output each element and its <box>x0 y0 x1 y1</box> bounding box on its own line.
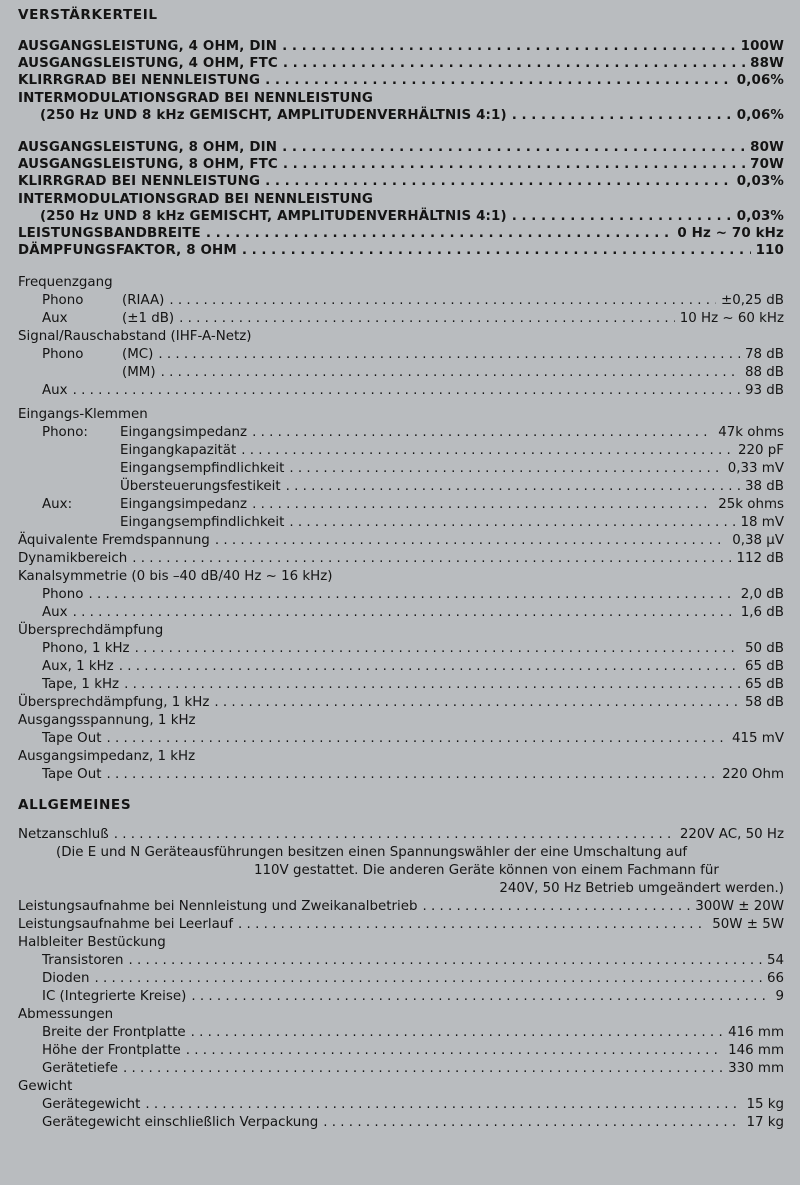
spec-heading: Eingangs-Klemmen <box>18 407 148 423</box>
section-heading-amplifier: VERSTÄRKERTEIL <box>18 7 158 23</box>
spec-heading: Übersprechdämpfung <box>18 623 164 639</box>
spec-row: Tape Out . . . 415 mV <box>18 730 784 748</box>
spec-row: (250 Hz UND 8 kHz GEMISCHT, AMPLITUDENVERHÄLTNIS 4:1) . . . 0,03% <box>18 208 784 225</box>
spec-row: Phono (MC) . . . 78 dB <box>18 346 784 364</box>
spec-row: Eingangsempfindlichkeit . . . 0,33 mV <box>18 460 784 478</box>
spec-row: AUSGANGSLEISTUNG, 4 OHM, FTC . . . 88W <box>18 55 784 72</box>
spec-row: Aux (±1 dB) . . . 10 Hz ~ 60 kHz <box>18 310 784 328</box>
spec-row: (MM) . . . 88 dB <box>18 364 784 382</box>
spec-heading: Abmessungen <box>18 1007 114 1023</box>
section-heading-general: ALLGEMEINES <box>18 797 132 814</box>
spec-heading: Gewicht <box>18 1079 73 1095</box>
spec-row: Übersteuerungsfestikeit . . . 38 dB <box>18 478 784 496</box>
spec-row: Gerätegewicht . . . 15 kg <box>18 1096 784 1114</box>
spec-row: Eingangkapazität . . . 220 pF <box>18 442 784 460</box>
spec-row: Tape Out . . . 220 Ohm <box>18 766 784 784</box>
spec-heading: Halbleiter Bestückung <box>18 935 166 951</box>
spec-heading: Kanalsymmetrie (0 bis –40 dB/40 Hz ~ 16 kHz) <box>18 569 333 585</box>
spec-row: DÄMPFUNGSFAKTOR, 8 OHM . . . 110 <box>18 242 784 259</box>
spec-heading: Ausgangsspannung, 1 kHz <box>18 713 196 729</box>
spec-row: AUSGANGSLEISTUNG, 4 OHM, DIN . . . 100W <box>18 38 784 55</box>
spec-row: Breite der Frontplatte . . . 416 mm <box>18 1024 784 1042</box>
spec-row: Phono: Eingangsimpedanz . . . 47k ohms <box>18 424 784 442</box>
spec-row: Dynamikbereich . . . 112 dB <box>18 550 784 568</box>
spec-row: LEISTUNGSBANDBREITE . . . 0 Hz ~ 70 kHz <box>18 225 784 242</box>
spec-row: Phono . . . 2,0 dB <box>18 586 784 604</box>
spec-row: AUSGANGSLEISTUNG, 8 OHM, DIN . . . 80W <box>18 139 784 156</box>
spec-heading: INTERMODULATIONSGRAD BEI NENNLEISTUNG <box>18 90 373 106</box>
spec-row: Aux, 1 kHz . . . 65 dB <box>18 658 784 676</box>
spec-heading: Frequenzgang <box>18 275 113 291</box>
spec-row: Phono, 1 kHz . . . 50 dB <box>18 640 784 658</box>
spec-row: KLIRRGRAD BEI NENNLEISTUNG . . . 0,06% <box>18 72 784 89</box>
power-note: (Die E und N Geräteausführungen besitzen einen Spannungswähler der eine Umschaltung auf 110V gestattet. Die anderen Geräte können von einem Fachmann für 240V, 50 Hz Betrieb umgeändert werden.) <box>56 845 784 897</box>
spec-heading: INTERMODULATIONSGRAD BEI NENNLEISTUNG <box>18 191 373 207</box>
spec-row: Phono (RIAA) . . . ±0,25 dB <box>18 292 784 310</box>
spec-row: KLIRRGRAD BEI NENNLEISTUNG . . . 0,03% <box>18 173 784 190</box>
spec-row: IC (Integrierte Kreise) . . . 9 <box>18 988 784 1006</box>
spec-row: Tape, 1 kHz . . . 65 dB <box>18 676 784 694</box>
spec-row: Aux: Eingangsimpedanz . . . 25k ohms <box>18 496 784 514</box>
spec-row: AUSGANGSLEISTUNG, 8 OHM, FTC . . . 70W <box>18 156 784 173</box>
spec-row: Äquivalente Fremdspannung . . . 0,38 µV <box>18 532 784 550</box>
spec-heading: Signal/Rauschabstand (IHF-A-Netz) <box>18 329 252 345</box>
spec-row: (250 Hz UND 8 kHz GEMISCHT, AMPLITUDENVERHÄLTNIS 4:1) . . . 0,06% <box>18 107 784 124</box>
spec-row: Aux . . . 1,6 dB <box>18 604 784 622</box>
spec-row: Dioden . . . 66 <box>18 970 784 988</box>
spec-row: Aux . . . 93 dB <box>18 382 784 400</box>
spec-row: Gerätegewicht einschließlich Verpackung . . . 17 kg <box>18 1114 784 1132</box>
spec-row: Netzanschluß . . . 220V AC, 50 Hz <box>18 826 784 844</box>
spec-row: Höhe der Frontplatte . . . 146 mm <box>18 1042 784 1060</box>
spec-row: Übersprechdämpfung, 1 kHz . . . 58 dB <box>18 694 784 712</box>
spec-row: Gerätetiefe . . . 330 mm <box>18 1060 784 1078</box>
spec-row: Transistoren . . . 54 <box>18 952 784 970</box>
spec-heading: Ausgangsimpedanz, 1 kHz <box>18 749 196 765</box>
spec-row: Eingangsempfindlichkeit . . . 18 mV <box>18 514 784 532</box>
spec-row: Leistungsaufnahme bei Nennleistung und Zweikanalbetrieb . . . 300W ± 20W <box>18 898 784 916</box>
spec-row: Leistungsaufnahme bei Leerlauf . . . 50W ± 5W <box>18 916 784 934</box>
